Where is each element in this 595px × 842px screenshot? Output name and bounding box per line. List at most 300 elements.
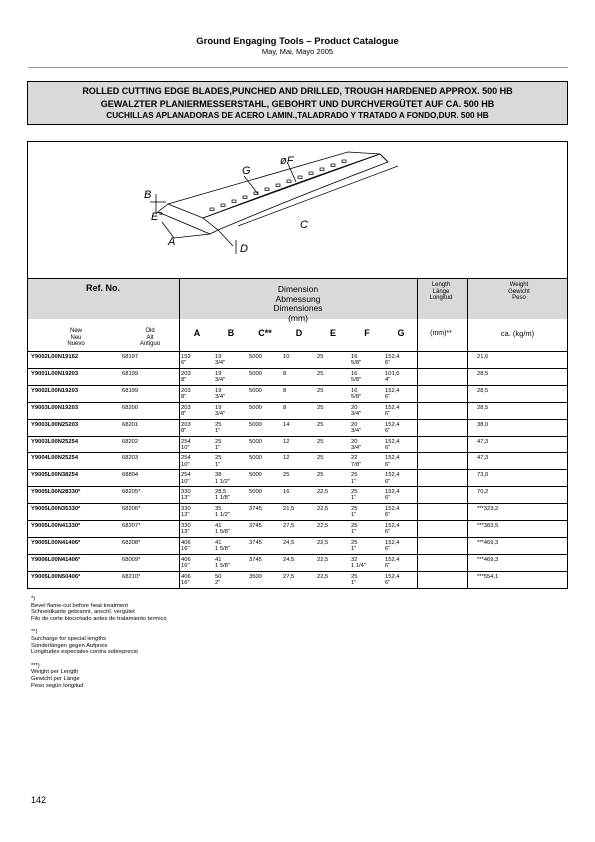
weight-unit: ca. (kg/m) [500, 329, 535, 338]
dim-e: 25 [317, 472, 324, 479]
dim-f [351, 557, 366, 570]
dim-value: 20 [351, 438, 358, 445]
dim-value: 6" [385, 546, 391, 553]
dim-value: 32 [351, 556, 358, 563]
footnote [31, 596, 167, 622]
old-ref-no: 68210* [122, 573, 141, 580]
dim-value: 7/8" [351, 461, 362, 468]
dim-value: 20 [351, 404, 358, 411]
dim-a [181, 506, 191, 519]
dim-value: 1 1/2" [215, 478, 230, 485]
dim-value: 38 [215, 472, 222, 479]
label-c: C [300, 219, 308, 231]
dim-value: 25 [351, 506, 358, 513]
dim-value: 6" [385, 360, 391, 367]
old-ref-no: 68201 [122, 421, 139, 428]
weight-value: ***469,3 [477, 539, 499, 546]
dim-g [385, 371, 400, 384]
dim-f [351, 574, 357, 587]
dim-value: 16" [181, 563, 190, 570]
weight-value: 28,5 [477, 387, 489, 394]
dim-value: 8" [181, 427, 187, 434]
dim-value: 6" [181, 360, 187, 367]
dim-value: 25 [351, 573, 358, 580]
dim-e: 22,5 [317, 573, 329, 580]
old-ref-no: 68208* [122, 539, 141, 546]
dim-b [215, 405, 225, 418]
dim-a [181, 455, 191, 468]
dim-value: 152,4 [385, 387, 400, 394]
dim-c: 5000 [249, 472, 262, 479]
page-number: 142 [31, 795, 47, 805]
dim-c: 3745 [249, 539, 262, 546]
dim-g [385, 388, 400, 401]
footnote-line: Bevel flame-cut before heat treatment [31, 602, 128, 609]
weight-value: 28,5 [477, 370, 489, 377]
table-row [28, 554, 567, 572]
dim-value: 203 [181, 421, 191, 428]
col-f-header: F [364, 328, 370, 338]
dim-a [181, 472, 191, 485]
new-label: New Neu Nuevo [67, 328, 85, 348]
dim-value: 152,4 [385, 506, 400, 513]
dim-e: 25 [317, 387, 324, 394]
dim-value: 203 [181, 370, 191, 377]
dim-e: 25 [317, 370, 324, 377]
dim-value: 1" [215, 461, 221, 468]
dim-a [181, 540, 191, 553]
dim-g [385, 354, 400, 367]
dim-value: 6" [385, 394, 391, 401]
table-row [28, 436, 567, 454]
dim-b [215, 455, 221, 468]
weight-value: 28,5 [477, 404, 489, 411]
dim-value: 5/8" [351, 377, 362, 384]
dim-a [181, 371, 191, 384]
dim-g [385, 557, 400, 570]
dim-value: 25 [215, 421, 222, 428]
dim-value: 152 [181, 354, 191, 360]
dim-value: 6" [385, 579, 391, 586]
weight-value: 38,0 [477, 421, 489, 428]
dim-value: 2" [215, 579, 221, 586]
new-ref-no: Y9006L00N41406* [31, 556, 81, 563]
dim-value: 25 [215, 455, 222, 462]
dim-value: 25 [351, 472, 358, 479]
old-label: Old Alt Antiguo [139, 328, 161, 348]
dim-value: 5/8" [351, 360, 362, 367]
table-row [28, 469, 567, 487]
new-ref-no: Y9005L00N38254 [31, 472, 79, 479]
dim-value: 6" [385, 495, 391, 502]
col-e-header: E [329, 328, 336, 338]
dim-value: 8" [181, 410, 187, 417]
dim-value: 3/4" [215, 394, 226, 401]
dim-f [351, 439, 361, 452]
dim-value: 25 [351, 489, 358, 496]
weight-value: ***383,5 [477, 523, 499, 529]
dim-c: 5000 [249, 455, 262, 462]
dim-d: 8 [283, 404, 287, 411]
dim-value: 254 [181, 438, 191, 445]
blade-drawing [28, 142, 567, 278]
dim-value: 8" [181, 377, 187, 384]
dim-value: 10" [181, 444, 190, 451]
dim-a [181, 422, 191, 435]
dim-value: 1 1/4" [351, 563, 366, 570]
new-ref-no: Y9005L00N35330* [31, 506, 81, 513]
old-ref-no: 68199 [122, 387, 139, 394]
dim-value: 19 [215, 404, 222, 411]
dim-value: 6" [385, 512, 391, 519]
dim-value: 1" [215, 444, 221, 451]
dim-a [181, 439, 191, 452]
dim-value: 10" [181, 478, 190, 485]
banner-line-es: CUCHILLAS APLANADORAS DE ACERO LAMIN.,TALADRADO Y TRATADO A FONDO,DUR. 500 HB [106, 111, 489, 120]
dim-b [215, 506, 230, 519]
dim-a [181, 557, 191, 570]
dim-value: 203 [181, 404, 191, 411]
dim-value: 5/8" [351, 394, 362, 401]
length-heading: Length Länge Longitud [429, 282, 453, 302]
footnote [31, 663, 167, 689]
new-ref-no: Y9005L00N41406* [31, 539, 81, 546]
product-table [27, 141, 568, 589]
dim-f [351, 388, 361, 401]
old-ref-no: 68804 [122, 472, 139, 479]
dim-value: 41 [215, 539, 222, 546]
new-ref-no: Y9005L00N50406* [31, 573, 81, 580]
label-a: A [168, 236, 176, 248]
dim-d: 24,5 [283, 556, 295, 563]
footnote-line: Surcharge for special lengths [31, 635, 107, 642]
label-g: G [242, 165, 251, 177]
dim-e: 25 [317, 455, 324, 462]
dim-value: 3/4" [351, 444, 362, 451]
dim-value: 6" [385, 410, 391, 417]
label-e: E° [151, 211, 163, 223]
table-row [28, 402, 567, 420]
col-d-header: D [295, 328, 303, 338]
footnote-line: Filo de corte biocortado antes de tratamiento termico [31, 615, 167, 622]
dim-g [385, 422, 400, 435]
dim-value: 19 [215, 387, 222, 394]
dim-value: 28,5 [215, 489, 227, 496]
dim-g [385, 574, 400, 587]
dim-value: 152,4 [385, 455, 400, 462]
weight-heading: Weight Gewicht Peso [508, 282, 530, 302]
dim-b [215, 489, 230, 502]
dim-f [351, 472, 357, 485]
banner-line-de: GEWALZTER PLANIERMESSERSTAHL, GEBOHRT UND DURCHVERGÜTET AUF CA. 500 HB [100, 98, 495, 109]
dim-d: 24,5 [283, 539, 295, 546]
dim-value: 13" [181, 512, 190, 519]
dim-value: 13" [181, 529, 190, 536]
dim-d: 16 [283, 489, 290, 496]
footnote-mark: *) [31, 596, 36, 602]
dim-value: 152,4 [385, 421, 400, 428]
product-banner [27, 81, 568, 125]
length-unit: (mm)** [430, 330, 452, 337]
table-row [28, 368, 567, 386]
dim-value: 6" [385, 427, 391, 434]
dim-c: 5000 [249, 354, 262, 360]
dim-b [215, 523, 230, 536]
weight-value: 70,2 [477, 489, 489, 496]
footnote-line: Sonderlängen gegen Aufpreis [31, 642, 108, 649]
banner-line-en: ROLLED CUTTING EDGE BLADES,PUNCHED AND DRILLED, TROUGH HARDENED APPROX. 500 HB [82, 86, 513, 96]
old-ref-no: 68207* [122, 523, 141, 529]
dim-value: 6" [385, 461, 391, 468]
dim-c: 5000 [249, 489, 262, 496]
dim-value: 254 [181, 455, 191, 462]
dim-a [181, 388, 191, 401]
dim-value: 1" [351, 495, 357, 502]
new-ref-no: Y9003L00N25203 [31, 421, 79, 428]
dim-value: 1" [351, 546, 357, 553]
col-a-header: A [193, 328, 201, 338]
dim-d: 12 [283, 438, 290, 445]
table-row [28, 452, 567, 470]
dim-g [385, 506, 400, 519]
old-ref-no: 68205* [122, 489, 141, 496]
new-ref-no: Y9003L00N25254 [31, 438, 79, 445]
dim-value: 25 [351, 539, 358, 546]
dim-value: 101,6 [385, 370, 400, 377]
dim-value: 1 5/8" [215, 563, 230, 570]
dim-value: 152,4 [385, 523, 400, 529]
dim-f [351, 371, 361, 384]
new-ref-no: Y9005L00N28330* [31, 489, 81, 496]
dim-a [181, 489, 191, 502]
dim-value: 16" [181, 579, 190, 586]
weight-value: ***323,2 [477, 506, 499, 513]
dim-b [215, 388, 225, 401]
dim-value: 152,4 [385, 539, 400, 546]
table-row [28, 571, 567, 589]
dim-b [215, 371, 225, 384]
table-row [28, 486, 567, 504]
dim-c: 3745 [249, 556, 262, 563]
dim-value: 16 [351, 354, 358, 360]
dim-value: 1 5/8" [215, 546, 230, 553]
dim-value: 50 [215, 573, 222, 580]
dim-b [215, 540, 230, 553]
dim-value: 19 [215, 370, 222, 377]
dim-g [385, 472, 400, 485]
dim-value: 25 [351, 523, 358, 529]
weight-value: 47,3 [477, 438, 489, 445]
dim-value: 330 [181, 506, 191, 513]
dim-value: 330 [181, 489, 191, 496]
dim-d: 27,5 [283, 573, 295, 580]
dim-d: 12 [283, 455, 290, 462]
col-b-header: B [227, 328, 235, 338]
dim-value: 1" [215, 427, 221, 434]
dim-value: 3/4" [351, 410, 362, 417]
footnote-line: Schneidkante gebrannt, anschl. vergütet [31, 609, 135, 616]
dim-d: 14 [283, 421, 290, 428]
dim-value: 254 [181, 472, 191, 479]
dim-g [385, 540, 400, 553]
old-ref-no: 68203 [122, 455, 139, 462]
dim-value: 406 [181, 539, 191, 546]
old-ref-no: 68202 [122, 438, 139, 445]
dim-value: 1" [351, 512, 357, 519]
catalogue-date: May, Mai, Mayo 2005 [261, 47, 334, 56]
old-ref-no: 68199 [122, 370, 139, 377]
new-ref-no: Y9001L00N19203 [31, 370, 79, 377]
dim-value: 152,4 [385, 404, 400, 411]
dim-e: 25 [317, 354, 324, 360]
dim-a [181, 405, 191, 418]
dim-value: 1 1/2" [215, 512, 230, 519]
dim-value: 152,4 [385, 489, 400, 496]
old-ref-no: 68009* [122, 556, 141, 563]
dim-e: 25 [317, 421, 324, 428]
dim-c: 5000 [249, 404, 262, 411]
dim-e: 25 [317, 438, 324, 445]
dim-g [385, 455, 400, 468]
dim-value: 1 5/8" [215, 529, 230, 536]
dim-value: 152,4 [385, 438, 400, 445]
table-row [28, 520, 567, 538]
old-ref-no: 68200 [122, 404, 139, 411]
weight-value: 47,3 [477, 455, 489, 462]
weight-value: ***554,1 [477, 573, 499, 580]
dim-value: 152,4 [385, 472, 400, 479]
footnote-line: Longitudes especiales contra sobreprecio [31, 649, 138, 656]
dim-value: 6" [385, 563, 391, 570]
dim-e: 22,5 [317, 556, 329, 563]
dim-d: 10 [283, 354, 290, 360]
header-divider [28, 67, 568, 68]
label-f: øF [280, 155, 294, 167]
dim-value: 3/4" [351, 427, 362, 434]
dim-a [181, 574, 191, 587]
dim-value: 6" [385, 478, 391, 485]
dim-value: 25 [215, 438, 222, 445]
footnotes [31, 596, 167, 696]
dim-d: 8 [283, 370, 287, 377]
old-ref-no: 68197 [122, 354, 139, 360]
dim-value: 3/4" [215, 360, 226, 367]
new-ref-no: Y9002L00N19162 [31, 354, 79, 360]
dim-e: 25 [317, 404, 324, 411]
dim-value: 13" [181, 495, 190, 502]
dim-f [351, 405, 361, 418]
new-ref-no: Y9003L00N19203 [31, 404, 79, 411]
new-ref-no: Y9005L00N41330* [31, 523, 81, 529]
dim-f [351, 523, 357, 536]
page-header [0, 36, 595, 56]
table-row [28, 537, 567, 555]
dim-value: 3/4" [215, 410, 226, 417]
dim-b [215, 354, 225, 367]
label-d: D [240, 243, 248, 255]
dim-value: 203 [181, 387, 191, 394]
dim-value: 6" [385, 444, 391, 451]
dim-f [351, 506, 357, 519]
dim-value: 152,4 [385, 556, 400, 563]
dim-value: 152,4 [385, 573, 400, 580]
dim-value: 1" [351, 579, 357, 586]
ref-no-heading: Ref. No. [85, 283, 120, 293]
dim-value: 1" [351, 478, 357, 485]
new-ref-no: Y9002L00N19203 [31, 387, 79, 394]
dim-b [215, 557, 230, 570]
dim-g [385, 523, 400, 536]
dim-c: 5000 [249, 370, 262, 377]
dim-c: 5000 [249, 387, 262, 394]
dim-value: 41 [215, 523, 222, 529]
dim-value: 4" [385, 377, 391, 384]
catalogue-title: Ground Engaging Tools – Product Catalogue [196, 36, 399, 47]
dim-d: 27,5 [283, 523, 295, 529]
dim-value: 22 [351, 455, 358, 462]
dim-b [215, 472, 230, 485]
dim-d: 25 [283, 472, 290, 479]
dimension-heading: Dimension Abmessung Dimensiones (mm) [273, 284, 323, 323]
new-ref-no: Y9004L00N25254 [31, 455, 79, 462]
dim-f [351, 354, 361, 367]
dim-value: 330 [181, 523, 191, 529]
dim-value: 20 [351, 421, 358, 428]
dim-a [181, 523, 191, 536]
table-row [28, 419, 567, 437]
dim-c: 3745 [249, 506, 262, 513]
dim-b [215, 574, 221, 587]
col-g-header: G [397, 328, 405, 338]
dim-c: 5000 [249, 438, 262, 445]
footnote-mark: **) [31, 629, 38, 636]
footnote-line: Weight per Length [31, 669, 79, 676]
dim-value: 41 [215, 556, 222, 563]
dim-g [385, 405, 400, 418]
dim-value: 406 [181, 573, 191, 580]
dim-e: 22,5 [317, 489, 329, 496]
dim-b [215, 422, 221, 435]
dim-value: 16" [181, 546, 190, 553]
dim-f [351, 422, 361, 435]
dim-d: 8 [283, 387, 287, 394]
weight-value: 21,6 [477, 354, 489, 360]
table-row [28, 351, 567, 369]
dim-value: 16 [351, 370, 358, 377]
dim-value: 35 [215, 506, 222, 513]
old-ref-no: 68206* [122, 506, 141, 513]
dim-value: 8" [181, 394, 187, 401]
table-row [28, 503, 567, 521]
dim-e: 22,5 [317, 506, 329, 513]
dim-f [351, 540, 357, 553]
dim-a [181, 354, 191, 367]
dim-b [215, 439, 221, 452]
dim-value: 406 [181, 556, 191, 563]
dim-value: 19 [215, 354, 222, 360]
dim-value: 1 1/8" [215, 495, 230, 502]
dim-g [385, 439, 400, 452]
dim-d: 21,5 [283, 506, 295, 513]
footnote-line: Gewicht per Länge [31, 675, 80, 682]
footnote-line: Peso según longitud [31, 682, 84, 689]
footnote [31, 629, 167, 655]
dim-c: 3500 [249, 573, 262, 580]
weight-value: 73,0 [477, 472, 489, 479]
dim-value: 3/4" [215, 377, 226, 384]
dim-c: 5000 [249, 421, 262, 428]
dim-e: 22,5 [317, 539, 329, 546]
